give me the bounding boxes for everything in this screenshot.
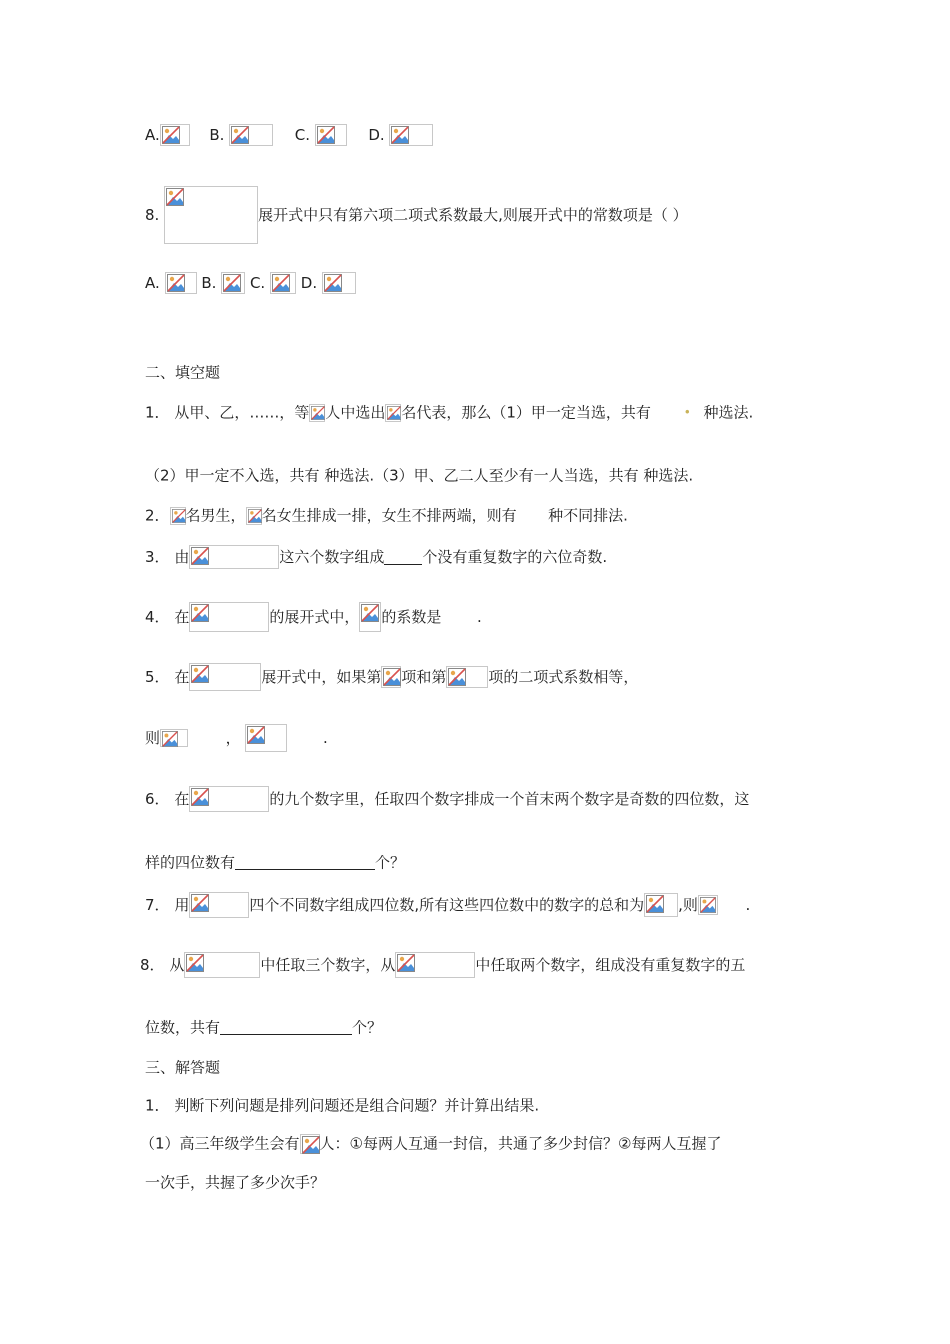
answer-question-1-part1-line2	[145, 1172, 325, 1193]
image-placeholder	[381, 666, 401, 688]
question-text: 展开式中只有第六项二项式系数最大,则展开式中的常数项是（ ）	[258, 206, 688, 224]
text-segment: 种选法.	[703, 403, 754, 422]
fill-question-4	[145, 602, 482, 632]
image-placeholder	[170, 507, 186, 525]
answer-blank	[384, 550, 422, 565]
text-segment: ,则	[678, 896, 698, 914]
answer-question-1-part1	[140, 1133, 721, 1154]
question-8	[145, 186, 688, 244]
text-segment: 的系数是	[381, 608, 442, 626]
answer-blank	[220, 1020, 352, 1035]
image-placeholder	[189, 663, 261, 691]
text-segment: 的九个数字里，任取四个数字排成一个首末两个数字是奇数的四位数，这	[269, 790, 750, 808]
image-placeholder	[309, 404, 325, 422]
text-segment: ，	[225, 729, 241, 747]
text-segment: 个？	[375, 853, 406, 872]
choice-b-label: B.	[209, 126, 225, 144]
image-placeholder	[359, 602, 381, 632]
text-segment: .	[476, 608, 482, 626]
choice-a-label: A.	[145, 274, 160, 292]
section-title: 三、解答题	[145, 1058, 221, 1077]
text-segment: 一次手，共握了多少次手？	[145, 1173, 326, 1192]
section-title: 二、填空题	[145, 363, 221, 382]
image-placeholder	[395, 952, 475, 978]
image-placeholder	[389, 124, 433, 146]
image-placeholder	[189, 892, 249, 918]
image-placeholder	[189, 545, 279, 569]
fill-question-5-line2	[145, 724, 328, 752]
question-number: 2．	[145, 506, 170, 525]
text-segment: 个？	[352, 1018, 383, 1037]
text-segment: 个没有重复数字的六位奇数.	[422, 548, 608, 566]
image-placeholder	[300, 1134, 320, 1154]
text-segment: 展开式中，如果第	[261, 668, 382, 686]
image-placeholder	[446, 666, 488, 688]
choice-b-label: B.	[201, 274, 217, 292]
fill-question-8-line2	[145, 1017, 382, 1038]
fill-question-1-line2	[145, 465, 693, 486]
section-3-title	[145, 1057, 220, 1078]
image-placeholder	[165, 272, 197, 294]
image-placeholder	[164, 186, 258, 244]
text-segment: 则	[145, 729, 161, 747]
q7-choices	[145, 124, 433, 146]
text-segment: 项和第	[401, 668, 447, 686]
text-segment: 用	[174, 896, 190, 914]
fill-question-8	[140, 952, 745, 978]
question-number: 8.	[145, 206, 160, 224]
text-segment: 种不同排法.	[548, 506, 628, 525]
fill-question-6	[145, 786, 749, 812]
fill-question-6-line2	[145, 852, 405, 873]
text-segment: 从	[169, 956, 185, 974]
question-number: 7．	[145, 896, 170, 914]
text-segment: 中任取两个数字，组成没有重复数字的五	[475, 956, 746, 974]
image-placeholder	[189, 786, 269, 812]
choice-d-label: D.	[368, 126, 385, 144]
text-segment: 中任取三个数字，从	[260, 956, 396, 974]
question-number: 1．	[145, 403, 170, 422]
text-segment: 在	[174, 790, 190, 808]
text-segment: （1）高三年级学生会有	[140, 1134, 300, 1153]
image-placeholder	[160, 729, 188, 747]
question-number: 3．	[145, 548, 170, 566]
question-number: 4．	[145, 608, 170, 626]
choice-d-label: D.	[300, 274, 318, 292]
image-placeholder	[221, 272, 245, 294]
text-segment: 名男生，	[185, 506, 246, 525]
text-segment: （2）甲一定不入选，共有 种选法.（3）甲、乙二人至少有一人当选，共有 种选法.	[145, 466, 694, 485]
text-segment: 人中选出	[325, 403, 386, 422]
text-segment: .	[745, 896, 751, 914]
image-placeholder	[245, 724, 287, 752]
text-segment: 的展开式中，	[269, 608, 360, 626]
image-placeholder	[322, 272, 356, 294]
image-placeholder	[315, 124, 347, 146]
image-placeholder	[698, 895, 718, 915]
answer-blank	[235, 855, 375, 870]
text-segment: 名女生排成一排，女生不排两端，则有	[261, 506, 517, 525]
fill-question-7	[145, 892, 750, 918]
fill-question-1	[145, 402, 753, 423]
question-text: 判断下列问题是排列问题还是组合问题？并计算出结果.	[174, 1096, 540, 1115]
answer-question-1	[145, 1095, 539, 1116]
image-placeholder	[160, 124, 190, 146]
fill-question-3	[145, 545, 607, 569]
image-placeholder	[270, 272, 296, 294]
question-number: 5．	[145, 668, 170, 686]
image-placeholder	[644, 893, 678, 917]
text-segment: 这六个数字组成	[279, 548, 385, 566]
text-segment: 项的二项式系数相等，	[488, 668, 639, 686]
text-segment: 位数，共有	[145, 1018, 221, 1037]
choice-a-label: A.	[145, 126, 160, 144]
image-placeholder	[385, 404, 401, 422]
question-number: 8．	[140, 956, 165, 974]
q8-choices	[145, 272, 356, 294]
text-segment: 四个不同数字组成四位数,所有这些四位数中的数字的总和为	[249, 896, 645, 914]
section-2-title	[145, 362, 220, 383]
image-placeholder	[246, 507, 262, 525]
fill-question-5	[145, 663, 638, 691]
question-number: 6．	[145, 790, 170, 808]
text-segment: 在	[174, 668, 190, 686]
text-segment: .	[322, 729, 328, 747]
image-placeholder	[229, 124, 273, 146]
mark-dot: •	[683, 405, 691, 420]
image-placeholder	[189, 602, 269, 632]
text-segment: 在	[174, 608, 190, 626]
fill-question-2	[145, 505, 628, 526]
text-segment: 名代表，那么（1）甲一定当选，共有	[401, 403, 651, 422]
text-segment: 样的四位数有	[145, 853, 236, 872]
choice-c-label: C.	[294, 126, 310, 144]
question-number: 1．	[145, 1096, 170, 1115]
image-placeholder	[184, 952, 260, 978]
text-segment: 由	[174, 548, 190, 566]
text-segment: 从甲、乙，……，等	[174, 403, 310, 422]
text-segment: 人：①每两人互通一封信，共通了多少封信？②每两人互握了	[319, 1134, 722, 1153]
choice-c-label: C.	[249, 274, 266, 292]
